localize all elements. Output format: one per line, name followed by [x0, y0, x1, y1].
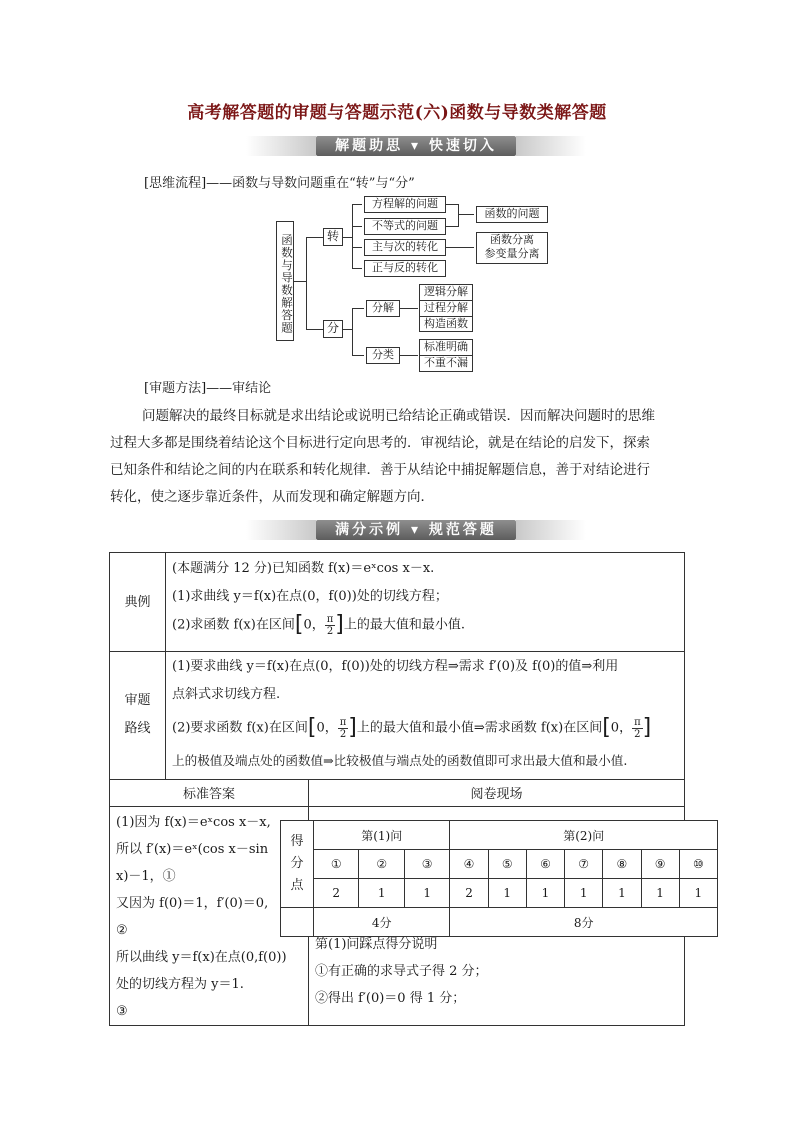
- score-total-q1: 4分: [314, 908, 450, 937]
- score-point: 1: [603, 879, 641, 908]
- bracket-left-icon: [: [602, 715, 611, 740]
- banner-wing-left: [246, 520, 316, 540]
- score-q1-header: 第(1)问: [314, 821, 450, 850]
- method-line-0: 问题解决的最终目标就是求出结论或说明已给结论正确或错误．因而解决问题时的思维: [142, 408, 655, 424]
- fraction-pi-over-2: $\frac{\pi}{2}$: [326, 613, 334, 637]
- score-point: 1: [565, 879, 603, 908]
- diagram-fenlei-item-0: 标准明确: [420, 340, 472, 356]
- bracket-right-icon: ]: [642, 715, 652, 740]
- score-mark: ⑨: [641, 850, 679, 879]
- banner-text: 解题助思 ▾ 快速切入: [335, 138, 497, 154]
- diagram-result-separation-0: 函数分离: [490, 233, 534, 246]
- score-mark: ⑤: [488, 850, 526, 879]
- example-table: [109, 552, 685, 1026]
- diagram-result-separation-1: 参变量分离: [484, 247, 540, 260]
- method-line-3: 转化，使之逐步靠近条件，从而发现和确定解题方向．: [110, 489, 434, 505]
- method-label: [审题方法]: [144, 381, 207, 396]
- diagram-fenjie-item-0: 逻辑分解: [420, 285, 472, 301]
- fraction-pi-over-2: $\frac{\pi}{2}$: [339, 716, 347, 740]
- diagram-fenlei-items: [419, 339, 473, 372]
- thinking-text: ——函数与导数问题重在“转”与“分”: [206, 176, 415, 191]
- fraction-pi-over-2: $\frac{\pi}{2}$: [634, 716, 641, 740]
- example-line-1: (本题满分 12 分)已知函数 f(x)＝eˣcos x－x.: [172, 561, 435, 576]
- example-content: [172, 555, 682, 640]
- flow-diagram: [0, 0, 794, 380]
- score-total-q2: 8分: [450, 908, 718, 937]
- header-review-scene: 阅卷现场: [470, 787, 523, 802]
- banner-text: 满分示例 ▾ 规范答题: [335, 522, 497, 538]
- diagram-fen: 分: [323, 320, 343, 338]
- diagram-root: 函数与导数解答题: [276, 221, 294, 341]
- bracket-left-icon: [: [294, 612, 304, 637]
- diagram-fenlei-item-1: 不重不漏: [424, 356, 468, 369]
- score-mark: ②: [359, 850, 404, 879]
- score-point: 1: [404, 879, 449, 908]
- diagram-zhuan-item-0: 方程解的问题: [364, 196, 446, 213]
- score-q2-header: 第(2)问: [450, 821, 718, 850]
- standard-answer: (1)因为 f(x)＝eˣcos x－x, 所以 f′(x)＝eˣ(cos x－sin x)－1，① 又因为 f(0)＝1，f′(0)＝0, ② 所以曲线 y＝f(x)在点(0,f(0)) 处的切线方程为 y＝1. ③: [116, 815, 287, 1019]
- review-notes: 第(1)问踩点得分说明 ①有正确的求导式子得 2 分； ②得出 f′(0)＝0 得 1 分；: [315, 937, 488, 1006]
- score-mark: ①: [314, 850, 359, 879]
- route-line-3: (2)要求函数 f(x)在区间[0， $\frac{\pi}{2}$ ]上的最大值和最小值⇒需求函数 f(x)在区间[0， $\frac{\pi}{2}$ ]: [172, 715, 652, 740]
- diagram-zhuan-item-1: 不等式的问题: [364, 218, 446, 235]
- bracket-right-icon: ]: [335, 612, 344, 637]
- score-mark: ⑧: [603, 850, 641, 879]
- route-line-4: 上的极值及端点处的函数值⇒比较极值与端点处的函数值即可求出最大值和最小值.: [172, 753, 628, 768]
- route-content: [172, 653, 684, 775]
- method-line-1: 过程大多都是围绕着结论这个目标进行定向思考的．审视结论，就是在结论的启发下，探索: [110, 435, 650, 451]
- score-mark: ⑦: [565, 850, 603, 879]
- score-point: 2: [450, 879, 488, 908]
- banner-wing-right: [516, 520, 586, 540]
- diagram-zhuan-item-2: 主与次的转化: [364, 239, 446, 256]
- score-point: 1: [679, 879, 717, 908]
- score-mark: ④: [450, 850, 488, 879]
- method-heading: [144, 375, 271, 402]
- diagram-fenjie: 分解: [366, 300, 400, 317]
- score-point: 2: [314, 879, 359, 908]
- method-text: ——审结论: [206, 381, 272, 396]
- bracket-right-icon: ]: [348, 715, 357, 740]
- page-title: 高考解答题的审题与答题示范(六)函数与导数类解答题: [187, 103, 607, 123]
- score-mark: ⑥: [526, 850, 564, 879]
- example-line-2: (1)求曲线 y＝f(x)在点(0，f(0))处的切线方程；: [172, 589, 448, 604]
- score-mark: ③: [404, 850, 449, 879]
- example-line-3: (2)求函数 f(x)在区间[0， $\frac{\pi}{2}$ ]上的最大值和最小值.: [172, 612, 466, 637]
- method-line-2: 已知条件和结论之间的内在联系和转化规律．善于从结论中捕捉解题信息，善于对结论进行: [110, 462, 650, 478]
- score-point: 1: [641, 879, 679, 908]
- diagram-fenjie-items: [419, 284, 473, 332]
- diagram-result-separation: [476, 232, 548, 264]
- score-point: 1: [526, 879, 564, 908]
- score-point: 1: [359, 879, 404, 908]
- banner-full-score: [316, 520, 516, 540]
- diagram-fenjie-item-1: 过程分解: [420, 301, 472, 317]
- method-paragraph: [110, 403, 690, 511]
- diagram-result-function-problem: 函数的问题: [476, 206, 548, 223]
- diagram-fenjie-item-2: 构造函数: [424, 317, 468, 330]
- example-label: 典例: [124, 595, 151, 610]
- thinking-label: [思维流程]: [144, 176, 207, 191]
- score-row-label: 得分点: [281, 821, 314, 908]
- score-mark: ⑩: [679, 850, 717, 879]
- route-label: 审题 路线: [124, 693, 151, 736]
- diagram-fenlei: 分类: [366, 347, 400, 364]
- bracket-left-icon: [: [307, 715, 317, 740]
- route-line-2: 点斜式求切线方程.: [172, 687, 281, 702]
- diagram-zhuan: 转: [323, 228, 343, 246]
- score-point: 1: [488, 879, 526, 908]
- diagram-zhuan-item-3: 正与反的转化: [364, 260, 446, 277]
- header-standard-answer: 标准答案: [182, 787, 235, 802]
- score-table: [280, 820, 718, 937]
- route-line-1: (1)要求曲线 y＝f(x)在点(0，f(0))处的切线方程⇒需求 f′(0)及 f(0)的值⇒利用: [172, 659, 619, 674]
